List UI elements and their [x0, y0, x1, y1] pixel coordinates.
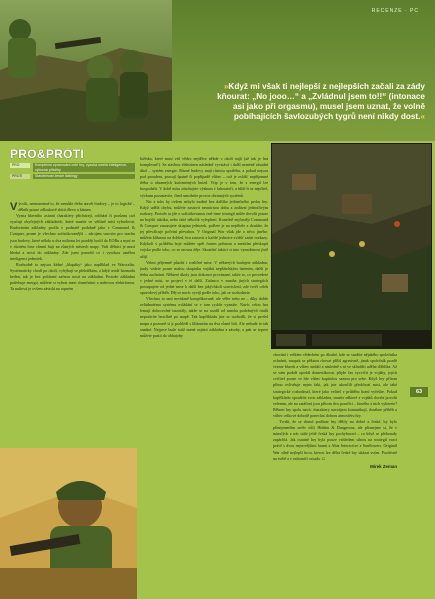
- paragraph: Rozhodně to nejsou žádné „hlupáky“ jako například ve Warcraftu. Systematicky chodí po okolí, vyhýbají se překážkám, a když uvidí hromadu beden, tak je bez pobízení začnou nosit na základnu. Protože základnu potřebuje energii, můžete si vybrat mezi slunečními a naftovou elektrárnou. Ta naftová je ovšem závislá na ropném: [10, 261, 135, 292]
- contra-text: Stavitelnost české dabingy: [33, 174, 135, 179]
- article-column-3: [273, 352, 397, 592]
- section-label: RECENZE · PC: [371, 8, 419, 14]
- paragraph: Výcvik, nezmarnená to, že nemůže třeba stavět budovy – je to logické – dělník pouze zdlouhavě sbírá dřevo a kámen.: [10, 201, 135, 213]
- drop-cap: V: [10, 201, 18, 213]
- pro-text: Komplexní zpracování celé hry, vysoká umělá inteligence, výborná příběhy: [33, 163, 135, 172]
- hero-artwork-soldiers: [0, 0, 172, 141]
- paragraph: Vyzna hlavního ostatní charaktery přicházejí, odchází či porůznu cizí vyučují obyčejných základních, které musíte ve většině mísí vybudovat. Budováním základny prošla v podstatě podobně jako v Command & Conquer, pouze je všechno sofistikovanější – zdrojem surovin pro stavbu jsou budovy, které někdo u dva milionu let později hodil do EORu a nyní se v různém čase chmní huji na různých místech mapy. Vaši dělníci je musí hledat a nosit do základny. Zde jsem pomohl co i vysokou umělou inteligenci jednotek.: [10, 213, 135, 261]
- paragraph: chování i velkém vědeckém po dlouhé, kde se snažíte nějakého společníka ochránit, naopak se pěknou chovat příliš agresivně, jinak společník pozdě vezme blacek a vůbec umlátí a následně s ní ve skladišti udělat ďáblíka. Až se vám podaří opodál domestikovat, přijde čas vycvičit je vojáky, jejich cvičitel pouze ve hře vůbec kapitolou samou pro sebe. Když hry přítom přímo ovlivňuje nejen fakt, jak jste ukončili předchozí misi, ale také strategické rozhodnutí, které jako velitel v průběhu hraní vyřešíte. Pokud kupříkladu opouštíte svou základnu, musíte některé z vojáků docela povolit velenim, ale na zatáčení jsou přitom dva poručíci – kterého z nich vyberete? Během hry spolu navíc charaktery navzájem komunikují, dosáhne příběh a vůbec celkové dohodě ponechat dobrou atmosféru hry.: [273, 352, 397, 418]
- end-mark: ☐: [321, 455, 326, 461]
- soldier-artwork: [0, 448, 137, 599]
- paragraph: ložisku, které musí váš vědec nejdříve někde v okolí najít (až tak je hra komplexní!). Se stavbou elektráren následně vyvstává i další neméně zásadní úkol – systém energie. Různé budovy mají různou spotřebu, a pokud nejsou pod proudem, pracují špatně či popřípadě vůbec – což je zvlášť nepříjemné třeba u obranných kulometných hnízd. Vtip je v tom, že s energií lze hospodařit. V době míru zásobujete výzkum v laboratoři, a blíží-li se nepřítel, výzkum pozastavíte, čímž umožníte provoz obranných systémů.: [140, 156, 268, 198]
- paragraph: Nic z toho by ovšem nebylo možné bez dalšího jedinečného prvku hry. Když udělá chybu, můžete zastavit nesmírnou dobu a zadávat jednotlivým rozkazy. Protože tu jde o sofistikovanou real-time strategii může dovolit pouze na bojišti taktiku, nebo také několik vylepšení. Konečně nejčastěji Command & Conquer zasazujete skupinu jednotek, pošlete je na nepřítele a doufáte, že jej převálcuje početní převahou. V Original War však jde o něco jiného: můžete kliknout na dohled, hru zastavit a každé jednotce zvlášť zadat rozkazy. Kdykoli v průběhu boje můžete opět časem pohnout a mezitím přeskupit vojsko podle toho, co se zrovna děje. Skuteční taktici si tuto vymoženost jistě užijí.: [140, 198, 268, 259]
- pro-tag: PRO: [10, 163, 30, 168]
- paragraph: Všechno to umí nevídaně komplikovaně, ale věřte nebo ne – díky dobře zvládnutému systému ovládání se v tom rychle vyznáte. Navíc celou hru lemují dobrovolné tutoriály, takže se na rozdíl od mnoha podobných titulů nepotácíte bezcílně po mapě. Tak kupříkladu jste se rozhodli, že si prošel mapu a pozorně si ji prohlédl s kliknutím na dva různé lidi. Ale nebude to tak snadné. Nejprve bude totiž nutné zajistit základnu a zásoby, a pak se teprve můžete pustit do obhajoby.: [140, 296, 268, 338]
- author-signature: Mirek Zeman: [370, 463, 397, 469]
- article-column-2: [140, 156, 268, 594]
- pro-row: [10, 163, 135, 172]
- paragraph: Velmi příjemně působí i rozličné mise. V některých budujete základnu, jindy vedete pouze malou skupinku vojáků nepřátelským územím, další je třeba zachránit. Některé úkoly jsou dokonce provázané, takže to, co provedete v jedné misi, se projeví v té další. Zatímco v mnoha jiných strategiích postupujete od jedné mise k další bez jakýchkoli souvislostí, zde tvoří celek opravdový příběh. Děj se navíc vyvíjí podle toho, jak se rozhodnete.: [140, 259, 268, 296]
- quote-close-mark: «: [420, 112, 425, 121]
- pro-contra-box: [10, 147, 135, 194]
- paragraph: Tvrdit, že se dosud podítate hry dělily na dobré a české, by bylo přinejmenším nefér vůči Hidden & Dangerous, ale přiznejme si, že v minulých z nás stále ještě česká hry pochybností – co když se překonaly zapáchlá. Jak ostatně hry byla pouze vzhledem silnou na strategií vrací právě s dvou nejnovějšími hrami z Altar Interactive a Sunflowers. Originál War silně nejlepší hrou, kterou lze dělat české hry ukázat svým. Pozitivně na světě a v zahraničí ostudu. ☐: [273, 419, 397, 461]
- page-number: 63: [410, 387, 428, 397]
- pull-quote: [205, 82, 425, 122]
- contra-tag: PROTI: [10, 174, 30, 179]
- quote-open-mark: »: [223, 82, 229, 91]
- pro-contra-title: PRO&PROTI: [10, 147, 85, 161]
- game-screenshot: [271, 143, 432, 349]
- pull-quote-text: Když mi však ti nejlepší z nejlepších začali za zády kňourat: „No jooo…“ a „Zvládnul jsem to!!“ (intonace asi jako při orgasmu), musel jsem uznat, že volně pobíhajících šavlozubých tygrů není nikdy dost.: [217, 82, 425, 121]
- article-column-1: [10, 201, 135, 449]
- contra-row: [10, 174, 135, 179]
